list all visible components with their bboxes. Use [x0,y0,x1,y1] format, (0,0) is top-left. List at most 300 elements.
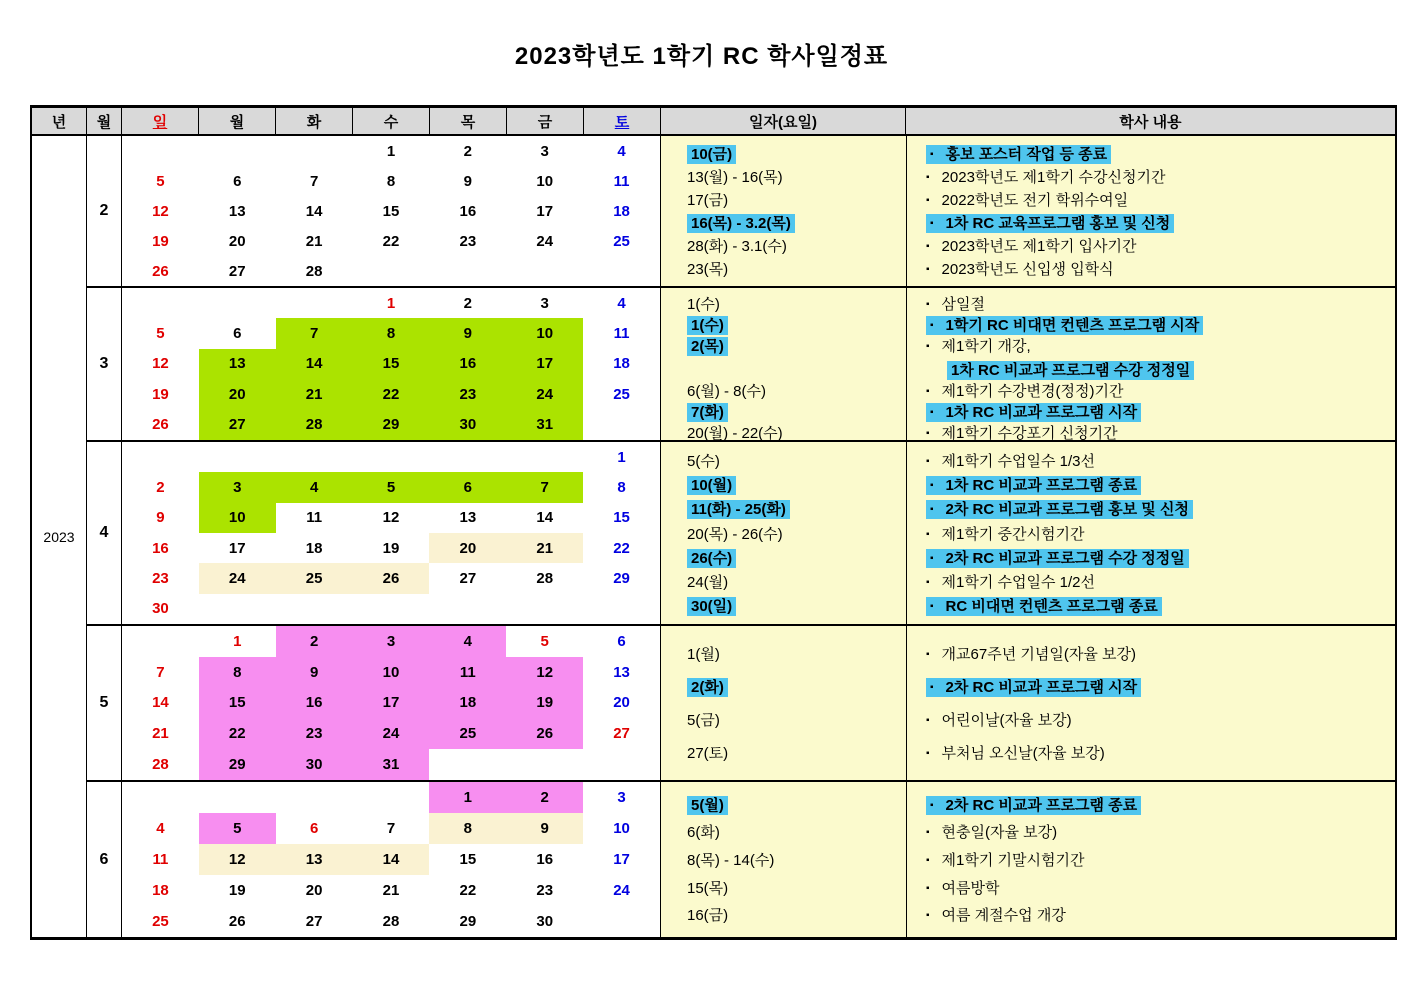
calendar-day-cell [506,318,583,348]
event-content [906,143,1395,164]
event-list [661,442,1395,624]
calendar-day-cell [199,349,276,379]
day-number: 15 [382,355,400,373]
calendar-day-cell [583,442,660,472]
event-date [661,821,906,842]
event-content [906,571,1395,592]
event-text-line [926,474,1387,495]
day-number: 24 [382,725,400,743]
calendar-day-cell [583,688,660,719]
event-row [661,401,1395,422]
calendar-day-cell [199,226,276,256]
column-divider [906,288,907,440]
header-day-sun: 일 [122,108,199,134]
event-text: ▪ 제1학기 기말시험기간 [926,851,1085,869]
event-date-text: 26(수) [687,549,736,568]
day-number: 8 [233,663,242,681]
calendar-day-cell [353,442,430,472]
day-number: 28 [305,416,323,434]
day-number: 17 [536,202,554,220]
calendar-day-cell [353,563,430,593]
event-content [906,314,1395,335]
calendar-day-cell [276,749,353,780]
day-number: 12 [382,509,400,527]
calendar-day-cell [583,226,660,256]
event-date-text: 10(월) [687,476,736,495]
calendar-day-cell [353,657,430,688]
event-text: ▪ 어린이날(자율 보강) [926,712,1072,729]
event-text: ▪ 부처님 오신날(자율 보강) [926,745,1105,762]
day-number: 4 [617,294,626,312]
calendar-day-cell [199,688,276,719]
day-number: 27 [613,725,630,743]
calendar-day-cell [583,349,660,379]
event-text-line [926,235,1387,256]
event-content [906,709,1395,730]
day-number: 10 [536,172,554,190]
bullet-icon: ▪ [930,504,934,516]
day-number: 21 [305,232,323,250]
calendar-day-cell [429,844,506,875]
table-header [32,108,1395,136]
event-date [661,314,906,335]
day-number: 9 [156,509,165,527]
bullet-icon: ▪ [926,172,930,183]
event-text: ▪ 1학기 RC 비대면 컨텐츠 프로그램 시작 [926,316,1203,335]
month-rows [87,136,1395,937]
event-date [661,849,906,870]
day-number: 18 [305,539,323,557]
day-number: 16 [459,202,477,220]
day-number: 11 [613,172,630,190]
calendar-day-cell [276,472,353,502]
event-text: ▪ 제1학기 수업일수 1/2선 [926,573,1095,591]
event-content [906,422,1395,443]
event-list [661,782,1395,937]
calendar-day-cell [122,718,199,749]
event-text-line [926,547,1387,568]
day-number: 23 [305,725,323,743]
header-day-mon: 월 [199,108,276,134]
day-number: 14 [305,355,323,373]
event-date [661,212,906,233]
day-number: 14 [382,851,400,868]
day-number: 29 [382,416,400,434]
day-number: 1 [233,632,242,650]
event-text: ▪ 2차 RC 비교과 프로그램 수강 정정일 [926,549,1189,568]
event-date-text: 1(수) [687,296,720,313]
day-number: 27 [228,416,246,434]
bullet-icon: ▪ [926,341,930,352]
calendar-day-cell [583,563,660,593]
calendar-day-cell [429,503,506,533]
calendar-day-cell [199,379,276,409]
event-text-line [926,849,1387,870]
calendar-day-cell [583,472,660,502]
calendar-day-cell [276,626,353,657]
event-text-line [926,212,1387,233]
day-number: 23 [152,569,169,587]
day-number: 13 [228,202,246,220]
calendar-day-cell [122,875,199,906]
calendar-day-cell [583,196,660,226]
page-title: 2023학년도 1학기 RC 학사일정표 [514,43,889,70]
day-number: 10 [228,509,246,527]
calendar-day-cell [122,196,199,226]
calendar-day-cell [429,749,506,780]
event-content [906,235,1395,256]
day-number: 12 [152,202,169,220]
day-number: 3 [386,632,396,650]
event-row [661,293,1395,314]
bullet-icon: ▪ [926,264,930,275]
header-dates: 일자(요일) [661,108,906,134]
calendar-day-cell [583,657,660,688]
day-number: 2 [463,142,473,160]
event-content [906,595,1395,616]
day-number: 20 [613,694,630,712]
calendar-day-cell [353,166,430,196]
calendar-day-cell [199,256,276,286]
event-text-line [926,314,1387,335]
event-content [906,794,1395,815]
event-date-text: 30(일) [687,597,736,616]
calendar-day-cell [583,379,660,409]
day-number: 17 [613,851,630,868]
bullet-icon: ▪ [926,882,930,894]
month-number: 6 [87,782,122,937]
event-text-line [926,335,1387,356]
event-text-line [926,904,1387,925]
calendar-day-cell [276,906,353,937]
event-text-line [926,401,1387,422]
day-number: 7 [309,325,319,343]
event-date-text: 6(월) - 8(수) [687,383,766,400]
calendar-day-cell [506,410,583,440]
day-number: 1 [386,142,396,160]
day-number: 5 [156,325,165,343]
event-date-text: 24(월) [687,573,729,591]
calendar-day-cell [199,718,276,749]
calendar-day-cell [199,196,276,226]
calendar-day-cell [122,472,199,502]
calendar-day-cell [122,749,199,780]
day-number: 25 [613,385,630,403]
calendar-day-cell [276,782,353,813]
calendar-day-cell [122,410,199,440]
bullet-icon: ▪ [926,715,930,726]
header-day-thu: 목 [430,108,507,134]
event-text: ▪ 개교67주년 기념일(자율 보강) [926,646,1136,663]
day-number: 29 [228,756,246,774]
schedule-table [30,105,1397,940]
event-date-text: 16(금) [687,907,729,925]
day-number: 1 [617,448,626,466]
calendar-day-cell [353,626,430,657]
calendar-day-cell [583,318,660,348]
event-date [661,595,906,616]
day-number: 3 [540,142,549,160]
header-day-fri: 금 [507,108,584,134]
event-text: ▪ 제1학기 중간시험기간 [926,525,1085,543]
event-date [661,450,906,471]
event-content [906,742,1395,763]
event-date-text: 6(화) [687,824,720,842]
event-text-line [926,380,1387,401]
event-list [661,626,1395,780]
month-events [661,782,1395,937]
event-date [661,523,906,544]
event-content [906,877,1395,898]
event-row [661,166,1395,187]
event-date-text: 11(화) - 25(화) [687,500,790,519]
day-number: 23 [459,232,477,250]
day-number: 26 [536,725,554,743]
calendar-day-cell [276,288,353,318]
calendar-day-cell [199,318,276,348]
event-row [661,643,1395,664]
day-number: 10 [382,663,400,681]
calendar-day-cell [506,256,583,286]
month-number: 4 [87,442,122,624]
event-text: ▪ 2023학년도 제1학기 입사기간 [926,238,1137,255]
calendar-day-cell [429,563,506,593]
month-row-6 [87,782,1395,937]
event-text: 1차 RC 비교과 프로그램 수강 정정일 [947,361,1194,380]
day-number: 15 [382,202,400,220]
calendar-day-cell [506,563,583,593]
calendar-day-cell [506,166,583,196]
event-text-line [926,742,1387,763]
day-number: 11 [613,325,630,343]
day-number: 19 [152,232,169,250]
calendar-day-cell [583,875,660,906]
day-number: 11 [306,509,323,527]
day-number: 25 [305,569,323,587]
calendar-day-cell [276,563,353,593]
event-text-line [947,359,1387,380]
day-number: 19 [382,539,400,557]
event-content [906,450,1395,471]
day-number: 6 [617,632,626,650]
calendar-day-cell [122,813,199,844]
calendar-day-cell [583,256,660,286]
event-content [906,523,1395,544]
day-number: 19 [152,385,169,403]
calendar-day-cell [353,906,430,937]
event-text-line [926,293,1387,314]
event-text: ▪ 2차 RC 비교과 프로그램 시작 [926,678,1141,697]
bullet-icon: ▪ [926,854,930,866]
calendar-day-cell [353,718,430,749]
bullet-icon: ▪ [926,649,930,660]
day-number: 14 [152,694,169,712]
event-text: ▪ 2022학년도 전기 학위수여일 [926,192,1129,209]
column-divider [906,626,907,780]
calendar-day-cell [506,594,583,624]
calendar-day-cell [276,410,353,440]
event-content [906,547,1395,568]
day-number: 7 [309,172,319,190]
event-date [661,742,906,763]
day-number: 24 [228,569,246,587]
calendar-day-cell [276,718,353,749]
event-content [906,293,1395,314]
calendar-day-cell [276,318,353,348]
calendar-day-cell [583,503,660,533]
day-number: 4 [156,820,165,837]
calendar-day-cell [122,782,199,813]
calendar-day-cell [353,688,430,719]
event-row [661,314,1395,335]
calendar-day-cell [199,813,276,844]
day-number: 15 [613,509,630,527]
calendar-day-cell [506,533,583,563]
calendar-day-cell [199,472,276,502]
day-number: 26 [382,569,400,587]
event-date [661,547,906,568]
day-number: 28 [305,262,323,280]
calendar-day-cell [429,288,506,318]
event-text-line [926,523,1387,544]
calendar-day-cell [199,844,276,875]
calendar-day-cell [429,594,506,624]
calendar-day-cell [583,718,660,749]
event-date-text: 13(월) - 16(목) [687,169,783,186]
event-text-line [926,143,1387,164]
event-date-text: 20(월) - 22(수) [687,425,783,442]
calendar-day-cell [429,226,506,256]
day-number: 6 [309,820,319,837]
event-row [661,523,1395,544]
calendar-day-cell [583,906,660,937]
calendar-day-cell [122,626,199,657]
day-number: 7 [540,478,549,496]
calendar-day-cell [429,166,506,196]
event-date-text: 28(화) - 3.1(수) [687,238,787,255]
day-number: 10 [536,325,554,343]
event-date [661,643,906,664]
day-number: 2 [463,294,473,312]
bullet-icon: ▪ [926,528,930,540]
event-date-text: 8(목) - 14(수) [687,851,775,869]
day-number: 23 [459,385,477,403]
day-number: 22 [613,539,630,557]
event-row [661,595,1395,616]
day-number: 11 [459,663,476,681]
day-number: 12 [536,663,554,681]
calendar-day-cell [122,166,199,196]
calendar-day-cell [276,136,353,166]
day-number: 4 [309,478,319,496]
day-number: 24 [613,882,630,899]
day-number: 15 [228,694,246,712]
calendar-day-cell [276,166,353,196]
day-number: 27 [459,569,477,587]
event-date [661,571,906,592]
event-date [661,422,906,443]
day-number: 17 [382,694,400,712]
calendar-day-cell [122,533,199,563]
event-text: ▪ 1차 RC 교육프로그램 홍보 및 신청 [926,214,1174,233]
event-row [661,709,1395,730]
day-number: 22 [382,385,400,403]
day-number: 3 [617,789,626,806]
day-number: 28 [152,756,169,774]
event-content [906,166,1395,187]
day-number: 1 [463,789,473,806]
calendar-day-cell [353,472,430,502]
day-number: 6 [233,172,242,190]
event-text: ▪ 삼일절 [926,296,986,313]
event-text: ▪ 제1학기 수업일수 1/3선 [926,453,1095,471]
day-number: 13 [228,355,246,373]
day-number: 8 [386,172,396,190]
bullet-icon: ▪ [930,149,934,160]
calendar-day-cell [353,813,430,844]
day-number: 22 [459,882,477,899]
event-text: ▪ 현충일(자율 보강) [926,824,1058,842]
bullet-icon: ▪ [930,600,934,612]
day-number: 18 [613,202,630,220]
calendar-day-cell [122,503,199,533]
day-number: 5 [156,172,165,190]
calendar-day-cell [122,136,199,166]
day-number: 5 [386,478,396,496]
calendar-day-cell [353,196,430,226]
day-number: 23 [536,882,554,899]
header-day-sat: 토 [584,108,661,134]
month-number: 5 [87,626,122,780]
calendar-day-cell [122,657,199,688]
event-date-text: 1(수) [687,316,728,335]
event-text-line [926,794,1387,815]
calendar-day-cell [353,749,430,780]
calendar-day-cell [506,718,583,749]
day-number: 30 [152,600,169,618]
calendar-day-cell [122,288,199,318]
calendar-day-cell [122,349,199,379]
calendar-day-cell [353,875,430,906]
day-number: 18 [152,882,169,899]
day-number: 19 [536,694,554,712]
calendar-day-cell [353,533,430,563]
event-text-line [926,709,1387,730]
calendar-day-cell [429,196,506,226]
event-row [661,794,1395,815]
event-content [906,498,1395,519]
header-year: 년 [32,108,87,134]
calendar-day-cell [199,749,276,780]
event-content [906,849,1395,870]
day-number: 28 [536,569,554,587]
event-date-text: 20(목) - 26(수) [687,525,783,543]
calendar-day-cell [122,844,199,875]
event-content [906,643,1395,664]
event-content [906,212,1395,233]
event-date-text: 27(토) [687,745,729,762]
day-number: 14 [305,202,323,220]
event-list [661,288,1395,440]
bullet-icon: ▪ [926,241,930,252]
event-text: ▪ 여름방학 [926,879,1000,897]
day-number: 21 [152,725,169,743]
event-row [661,450,1395,471]
event-row [661,212,1395,233]
calendar-day-cell [429,657,506,688]
calendar-day-cell [199,782,276,813]
event-date-text: 2(화) [687,678,728,697]
